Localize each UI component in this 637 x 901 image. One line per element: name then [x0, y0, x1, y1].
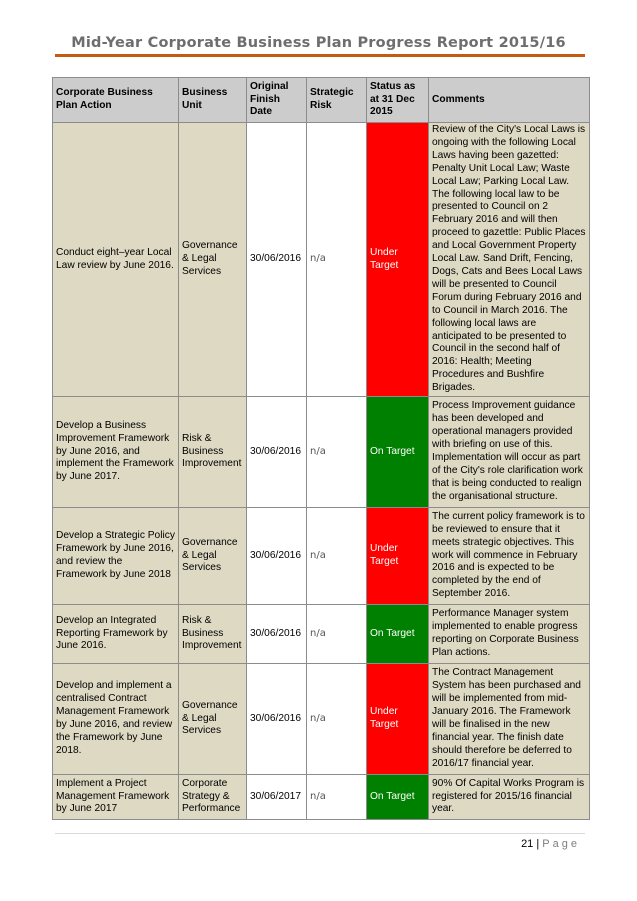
status-badge: On Target	[367, 397, 429, 508]
status-badge: On Target	[367, 605, 429, 664]
strategic-risk-cell: n/a	[307, 508, 367, 605]
page-separator: |	[536, 838, 540, 850]
action-cell: Develop and implement a centralised Contract Management Framework by June 2016, and review the Framework by June 2018.	[53, 664, 179, 775]
action-cell: Develop a Strategic Policy Framework by June 2016, and review the Framework by June 2018	[53, 508, 179, 605]
business-unit-cell: Risk & Business Improvement	[179, 605, 247, 664]
table-row	[53, 775, 590, 820]
strategic-risk-cell: n/a	[307, 397, 367, 508]
page-title: Mid-Year Corporate Business Plan Progress Report 2015/16	[71, 35, 566, 51]
table-header-row	[53, 78, 590, 123]
comments-cell: Performance Manager system implemented to enable progress reporting on Corporate Business Plan actions.	[429, 605, 590, 664]
table-row	[53, 397, 590, 508]
business-unit-cell: Governance & Legal Services	[179, 123, 247, 397]
progress-table	[52, 77, 590, 820]
finish-date-cell: 30/06/2016	[247, 605, 307, 664]
action-cell: Develop a Business Improvement Framework by June 2016, and implement the Framework by June 2017.	[53, 397, 179, 508]
comments-cell: The current policy framework is to be reviewed to ensure that it meets strategic objectives. This work will commence in February 2016 and is expected to be completed by the end of September 2016.	[429, 508, 590, 605]
status-badge: Under Target	[367, 123, 429, 397]
page-footer	[521, 838, 580, 850]
header-finish-date: Original Finish Date	[247, 78, 307, 123]
finish-date-cell: 30/06/2017	[247, 775, 307, 820]
business-unit-cell: Risk & Business Improvement	[179, 397, 247, 508]
header-business-unit: Business Unit	[179, 78, 247, 123]
strategic-risk-cell: n/a	[307, 775, 367, 820]
action-cell: Conduct eight–year Local Law review by June 2016.	[53, 123, 179, 397]
strategic-risk-cell: n/a	[307, 123, 367, 397]
status-badge: Under Target	[367, 664, 429, 775]
table-row	[53, 123, 590, 397]
footer-divider	[55, 833, 585, 834]
comments-cell: Review of the City's Local Laws is ongoing with the following Local Laws having been gazetted: Penalty Unit Local Law; Waste Local Law; Parking Local Law. The following local law to be presented to Council on 2 February 2016 and will then proceed to gazettle: Public Places and Local Government Property Local Law. Sand Drift, Fencing, Dogs, Cats and Bees Local Laws will be presented to Council Forum during February 2016 and to Council in March 2016. The following local laws are anticipated to be presented to Council in the second half of 2016: Health; Meeting Procedures and Bushfire Brigades.	[429, 123, 590, 397]
table-row	[53, 508, 590, 605]
header-strategic-risk: Strategic Risk	[307, 78, 367, 123]
header-action: Corporate Business Plan Action	[53, 78, 179, 123]
business-unit-cell: Governance & Legal Services	[179, 664, 247, 775]
page-number: 21	[521, 838, 534, 850]
finish-date-cell: 30/06/2016	[247, 664, 307, 775]
title-divider	[55, 54, 585, 57]
action-cell: Develop an Integrated Reporting Framework by June 2016.	[53, 605, 179, 664]
header-comments: Comments	[429, 78, 590, 123]
status-badge: On Target	[367, 775, 429, 820]
header-status: Status as at 31 Dec 2015	[367, 78, 429, 123]
table-row	[53, 605, 590, 664]
table-row	[53, 664, 590, 775]
strategic-risk-cell: n/a	[307, 605, 367, 664]
business-unit-cell: Governance & Legal Services	[179, 508, 247, 605]
comments-cell: Process Improvement guidance has been developed and operational managers provided with briefing on use of this. Implementation will occur as part of the City's role clarification work that is being conducted to realign the organisational structure.	[429, 397, 590, 508]
comments-cell: 90% Of Capital Works Program is registered for 2015/16 financial year.	[429, 775, 590, 820]
status-badge: Under Target	[367, 508, 429, 605]
finish-date-cell: 30/06/2016	[247, 397, 307, 508]
action-cell: Implement a Project Management Framework by June 2017	[53, 775, 179, 820]
finish-date-cell: 30/06/2016	[247, 508, 307, 605]
comments-cell: The Contract Management System has been purchased and will be implemented from mid-January 2016. The Framework will be finalised in the new financial year. The finish date should therefore be deferred to 2016/17 financial year.	[429, 664, 590, 775]
page-label: Page	[542, 838, 580, 850]
business-unit-cell: Corporate Strategy & Performance	[179, 775, 247, 820]
finish-date-cell: 30/06/2016	[247, 123, 307, 397]
strategic-risk-cell: n/a	[307, 664, 367, 775]
